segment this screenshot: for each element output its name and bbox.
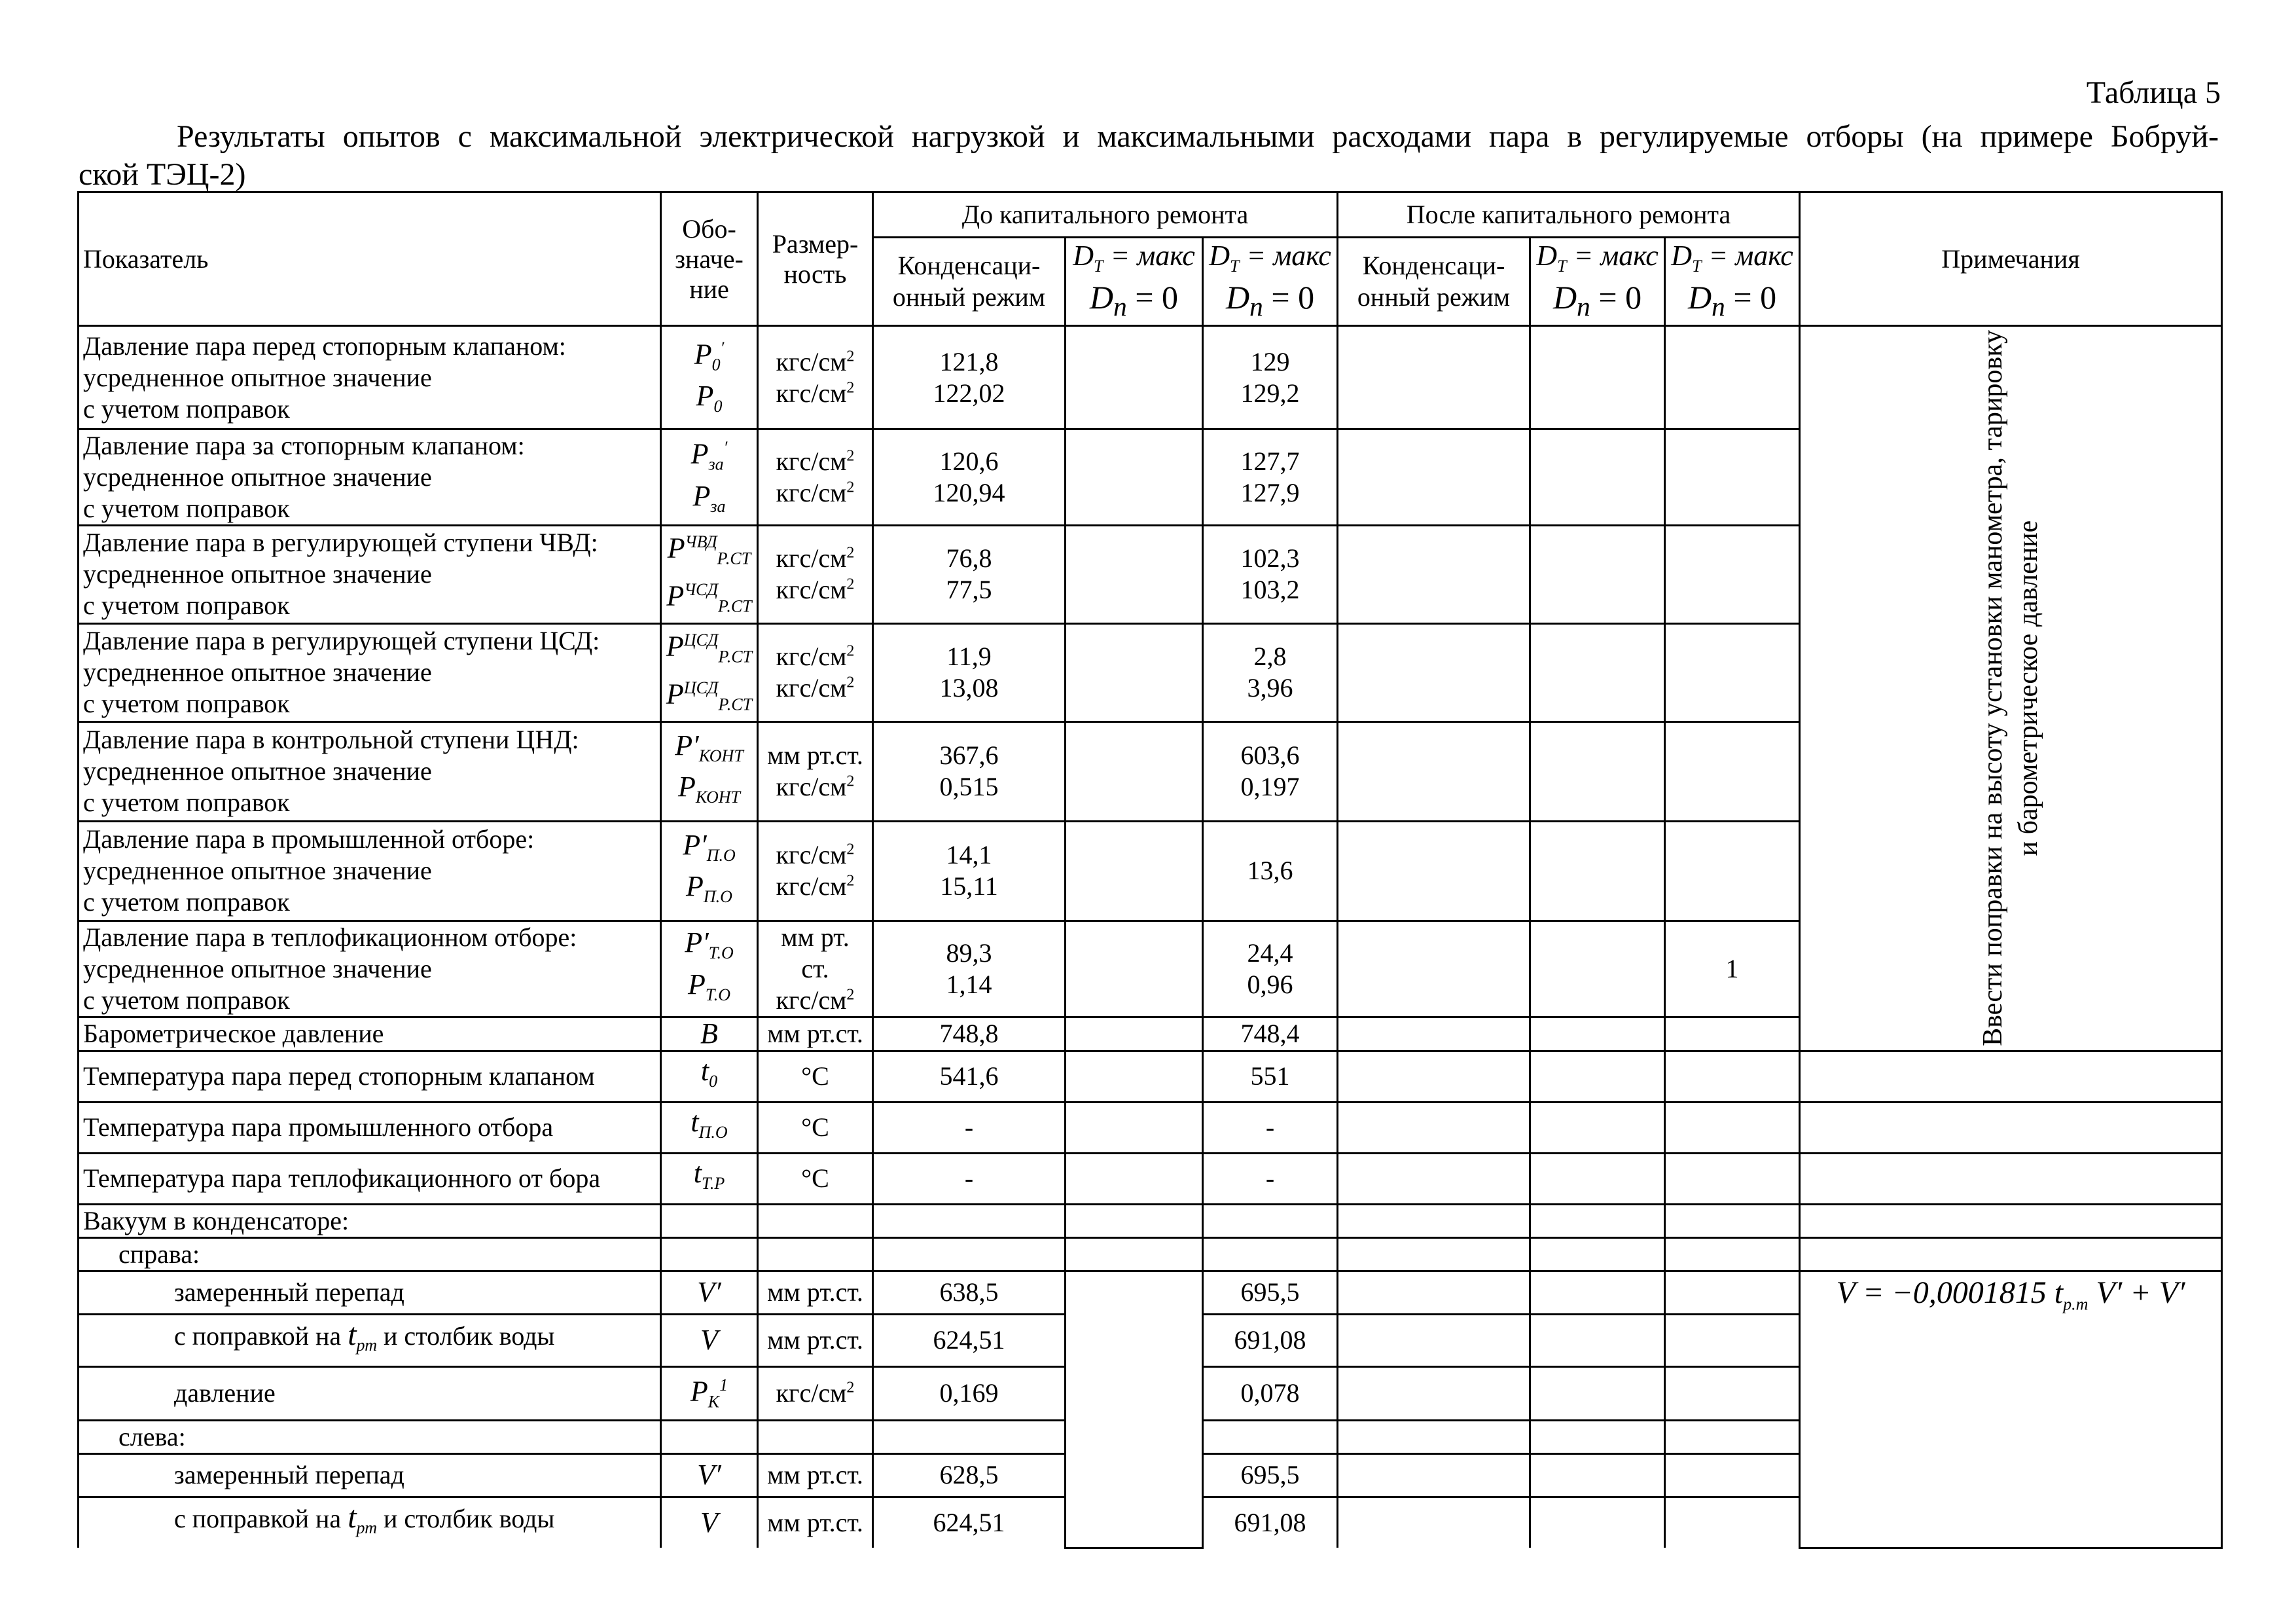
row-unit: мм рт.ст.: [758, 1017, 873, 1051]
value-before-condensing: -: [873, 1102, 1066, 1153]
row-unit: мм рт. ст. кгс/$см^2$: [758, 921, 873, 1017]
row-label: Давление пара в промышленной отборе: усредненное опытное значение с учетом поправок: [79, 821, 661, 921]
row-symbol: $t_0$: [661, 1051, 758, 1102]
row-label: Давление пара за стопорным клапаном: усредненное опытное значение с учетом поправок: [79, 429, 661, 526]
value-after-condensing: [1338, 1497, 1530, 1548]
note-empty: [1800, 1051, 2222, 1102]
value-after-dn: [1665, 1366, 1800, 1420]
value-after-condensing: [1338, 1366, 1530, 1420]
row-label: Давление пара перед стопорным клапаном: усредненное опытное значение с учетом поправок: [79, 326, 661, 429]
value-after-dn: [1665, 1051, 1800, 1102]
value-after-condensing: [1338, 326, 1530, 429]
row-symbol: $P^{ЦСД}_{Р.СТ}$ $P^{ЦСД}_{Р.СТ}$: [661, 623, 758, 721]
value-before-condensing: [873, 1204, 1066, 1237]
value-before-dn: -: [1203, 1153, 1338, 1204]
row-unit: кгс/$см^2$ кгс/$см^2$: [758, 623, 873, 721]
value-before-dn: 13,6: [1203, 821, 1338, 921]
row-symbol: B: [661, 1017, 758, 1051]
header-designation: Обо- значе- ние: [661, 192, 758, 326]
value-after-dn: [1665, 429, 1800, 526]
note-formula: V = −0,0001815 $t_{р.т}$ V′ + V′: [1800, 1271, 2222, 1548]
value-before-dn: 695,5: [1203, 1271, 1338, 1314]
row-symbol: V: [661, 1497, 758, 1548]
value-before-dt: [1066, 623, 1203, 721]
header-dimension: Размер- ность: [758, 192, 873, 326]
value-before-condensing: 748,8: [873, 1017, 1066, 1051]
value-before-condensing: 14,1 15,11: [873, 821, 1066, 921]
row-unit: °С: [758, 1102, 873, 1153]
header-before-repair: До капитального ремонта: [873, 192, 1338, 238]
row-label: замеренный перепад: [79, 1453, 661, 1497]
row-symbol: $t_{П.О}$: [661, 1102, 758, 1153]
header-notes: Примечания: [1800, 192, 2222, 326]
caption-line-1: Результаты опытов с максимальной электрической нагрузкой и максимальными расходами пара в регулируемые отборы (на примере Бобруй-: [177, 119, 2219, 154]
value-before-condensing: 541,6: [873, 1051, 1066, 1102]
value-before-condensing: 624,51: [873, 1314, 1066, 1366]
row-unit: °С: [758, 1153, 873, 1204]
value-before-dn: [1203, 1420, 1338, 1453]
value-after-dn: [1665, 1271, 1800, 1314]
value-before-dt: [1066, 1204, 1203, 1237]
row-unit: кгс/$см^2$ кгс/$см^2$: [758, 821, 873, 921]
table-row: [79, 326, 2222, 429]
header-dt-after: $D_T$ = макс $D_n = 0$: [1530, 238, 1665, 326]
value-after-dn: [1665, 623, 1800, 721]
value-before-dt: [1066, 1237, 1203, 1271]
value-before-condensing: 638,5: [873, 1271, 1066, 1314]
value-after-dt: [1530, 821, 1665, 921]
row-symbol: $P_0'$ $P_0$: [661, 326, 758, 429]
row-symbol: $t_{Т.Р}$: [661, 1153, 758, 1204]
row-symbol: $P_{за}'$ $P_{за}$: [661, 429, 758, 526]
value-after-dn: [1665, 1204, 1800, 1237]
row-unit: кгс/$см^2$ кгс/$см^2$: [758, 326, 873, 429]
value-before-condensing: [873, 1420, 1066, 1453]
value-after-dn: [1665, 1102, 1800, 1153]
value-after-dn: [1665, 1420, 1800, 1453]
value-after-condensing: [1338, 429, 1530, 526]
row-unit: мм рт.ст.: [758, 1314, 873, 1366]
value-before-dt: [1066, 721, 1203, 821]
value-after-dn: [1665, 1237, 1800, 1271]
value-before-condensing: 367,6 0,515: [873, 721, 1066, 821]
row-label: справа:: [79, 1237, 661, 1271]
value-before-condensing: 11,9 13,08: [873, 623, 1066, 721]
value-before-dt: [1066, 429, 1203, 526]
value-before-condensing: [873, 1237, 1066, 1271]
value-before-dn: 695,5: [1203, 1453, 1338, 1497]
row-unit: кгс/$см^2$ кгс/$см^2$: [758, 526, 873, 624]
table-caption: [79, 118, 2219, 194]
row-label: Давление пара в теплофикационном отборе: усредненное опытное значение с учетом поправок: [79, 921, 661, 1017]
value-after-condensing: [1338, 1017, 1530, 1051]
value-before-dt: [1066, 1153, 1203, 1204]
value-after-condensing: [1338, 1204, 1530, 1237]
value-after-condensing: [1338, 821, 1530, 921]
value-after-condensing: [1338, 1314, 1530, 1366]
header-after-repair: После капитального ремонта: [1338, 192, 1800, 238]
row-symbol: V′: [661, 1271, 758, 1314]
value-after-dn: [1665, 1453, 1800, 1497]
value-before-dn: 24,4 0,96: [1203, 921, 1338, 1017]
row-unit: [758, 1420, 873, 1453]
value-before-dt: [1066, 326, 1203, 429]
row-unit: мм рт.ст. кгс/$см^2$: [758, 721, 873, 821]
value-before-condensing: 628,5: [873, 1453, 1066, 1497]
value-after-condensing: [1338, 1102, 1530, 1153]
row-symbol: [661, 1420, 758, 1453]
note-empty: [1800, 1153, 2222, 1204]
header-dn-before: $D_T$ = макс $D_n = 0$: [1203, 238, 1338, 326]
row-unit: кгс/$см^2$: [758, 1366, 873, 1420]
value-after-dt: [1530, 921, 1665, 1017]
row-symbol: $P_K^1$: [661, 1366, 758, 1420]
row-label: Давление пара в контрольной ступени ЦНД: усредненное опытное значение с учетом поправок: [79, 721, 661, 821]
row-unit: кгс/$см^2$ кгс/$см^2$: [758, 429, 873, 526]
value-after-dt: [1530, 1237, 1665, 1271]
row-label: Температура пара теплофикационного от бора: [79, 1153, 661, 1204]
row-symbol: $P'_{П.О}$ $P_{П.О}$: [661, 821, 758, 921]
caption-line-2: ской ТЭЦ-2): [79, 157, 246, 192]
value-after-dt: [1530, 1453, 1665, 1497]
value-after-dt: [1530, 1017, 1665, 1051]
value-before-dn: [1203, 1204, 1338, 1237]
table-row: [79, 1204, 2222, 1237]
value-after-dt: [1530, 721, 1665, 821]
value-before-condensing: 121,8 122,02: [873, 326, 1066, 429]
value-after-condensing: [1338, 1453, 1530, 1497]
value-before-condensing: 624,51: [873, 1497, 1066, 1548]
header-dn-after: $D_T$ = макс $D_n = 0$: [1665, 238, 1800, 326]
row-label: Барометрическое давление: [79, 1017, 661, 1051]
row-label: Давление пара в регулирующей ступени ЧВД: усредненное опытное значение с учетом поправок: [79, 526, 661, 624]
results-table: [77, 191, 2223, 1549]
value-before-dn: 102,3 103,2: [1203, 526, 1338, 624]
value-before-dt: [1066, 1017, 1203, 1051]
value-after-dt: [1530, 1204, 1665, 1237]
row-label: Вакуум в конденсаторе:: [79, 1204, 661, 1237]
value-after-dt: [1530, 429, 1665, 526]
value-after-dn: [1665, 526, 1800, 624]
row-label: Давление пара в регулирующей ступени ЦСД: усредненное опытное значение с учетом поправок: [79, 623, 661, 721]
row-unit: мм рт.ст.: [758, 1271, 873, 1314]
value-after-condensing: [1338, 1153, 1530, 1204]
value-before-dn: 0,078: [1203, 1366, 1338, 1420]
value-after-condensing: [1338, 721, 1530, 821]
value-after-dt: [1530, 1271, 1665, 1314]
row-symbol: [661, 1237, 758, 1271]
row-label: с поправкой на $t_{рт}$ и столбик воды: [79, 1497, 661, 1548]
value-before-dn: 691,08: [1203, 1497, 1338, 1548]
value-after-dt: [1530, 1497, 1665, 1548]
value-before-dn: 603,6 0,197: [1203, 721, 1338, 821]
value-after-dt: [1530, 1366, 1665, 1420]
value-after-dn: [1665, 326, 1800, 429]
value-before-condensing: 76,8 77,5: [873, 526, 1066, 624]
note-vertical-text: Ввести поправки на высоту установки манометра, тарировку и барометрическое давление: [1978, 330, 2044, 1047]
value-after-condensing: [1338, 1237, 1530, 1271]
value-after-condensing: [1338, 1420, 1530, 1453]
value-after-condensing: [1338, 526, 1530, 624]
value-after-condensing: [1338, 921, 1530, 1017]
value-before-dn: 2,8 3,96: [1203, 623, 1338, 721]
value-after-condensing: [1338, 623, 1530, 721]
value-before-dn: [1203, 1237, 1338, 1271]
note-vertical-cell: [1800, 326, 2222, 1051]
table-number: Таблица 5: [2086, 75, 2221, 110]
row-symbol: V: [661, 1314, 758, 1366]
value-after-condensing: [1338, 1271, 1530, 1314]
row-unit: мм рт.ст.: [758, 1497, 873, 1548]
table-row: [79, 1102, 2222, 1153]
row-label: Температура пара промышленного отбора: [79, 1102, 661, 1153]
value-after-dn: [1665, 721, 1800, 821]
table-row: [79, 1153, 2222, 1204]
value-before-dn: 551: [1203, 1051, 1338, 1102]
value-after-dn: [1665, 1314, 1800, 1366]
value-after-dt: [1530, 1314, 1665, 1366]
value-before-dt: [1066, 921, 1203, 1017]
value-before-condensing: 0,169: [873, 1366, 1066, 1420]
value-after-dn: [1665, 1153, 1800, 1204]
value-after-dn: [1665, 1017, 1800, 1051]
row-symbol: $P^{ЧВД}_{Р.СТ}$ $P^{ЧСД}_{Р.СТ}$: [661, 526, 758, 624]
row-label: с поправкой на $t_{рт}$ и столбик воды: [79, 1314, 661, 1366]
row-symbol: V′: [661, 1453, 758, 1497]
value-after-dt: [1530, 1051, 1665, 1102]
table-row: [79, 1237, 2222, 1271]
row-unit: мм рт.ст.: [758, 1453, 873, 1497]
table-row: [79, 1051, 2222, 1102]
value-after-dn: [1665, 821, 1800, 921]
row-symbol: [661, 1204, 758, 1237]
row-label: Температура пара перед стопорным клапаном: [79, 1051, 661, 1102]
note-empty: [1800, 1102, 2222, 1153]
row-unit: [758, 1237, 873, 1271]
value-before-dt: [1066, 1102, 1203, 1153]
value-before-dn: -: [1203, 1102, 1338, 1153]
note-empty: [1800, 1237, 2222, 1271]
value-before-dt: [1066, 1271, 1203, 1548]
row-symbol: $P'_{Т.О}$ $P_{Т.О}$: [661, 921, 758, 1017]
header-dt-before: $D_T$ = макс $D_n = 0$: [1066, 238, 1203, 326]
value-after-dt: [1530, 623, 1665, 721]
row-label: слева:: [79, 1420, 661, 1453]
value-before-condensing: 89,3 1,14: [873, 921, 1066, 1017]
value-after-dn: [1665, 1497, 1800, 1548]
value-after-dt: [1530, 1102, 1665, 1153]
row-label: давление: [79, 1366, 661, 1420]
value-after-dt: [1530, 326, 1665, 429]
header-condensing-before: Конденсаци- онный режим: [873, 238, 1066, 326]
header-condensing-after: Конденсаци- онный режим: [1338, 238, 1530, 326]
value-before-dn: 748,4: [1203, 1017, 1338, 1051]
value-after-condensing: [1338, 1051, 1530, 1102]
value-before-dn: 127,7 127,9: [1203, 429, 1338, 526]
row-unit: [758, 1204, 873, 1237]
header-indicator: Показатель: [79, 192, 661, 326]
value-before-dt: [1066, 1051, 1203, 1102]
value-after-dt: [1530, 1420, 1665, 1453]
row-label: замеренный перепад: [79, 1271, 661, 1314]
value-before-dt: [1066, 526, 1203, 624]
row-unit: °С: [758, 1051, 873, 1102]
row-symbol: $P'_{КОНТ}$ $P_{КОНТ}$: [661, 721, 758, 821]
value-after-dt: [1530, 1153, 1665, 1204]
value-after-dn: 1: [1665, 921, 1800, 1017]
value-before-dt: [1066, 821, 1203, 921]
note-empty: [1800, 1204, 2222, 1237]
value-before-condensing: 120,6 120,94: [873, 429, 1066, 526]
value-before-dn: 129 129,2: [1203, 326, 1338, 429]
value-before-condensing: -: [873, 1153, 1066, 1204]
table-row: [79, 1271, 2222, 1314]
value-after-dt: [1530, 526, 1665, 624]
value-before-dn: 691,08: [1203, 1314, 1338, 1366]
